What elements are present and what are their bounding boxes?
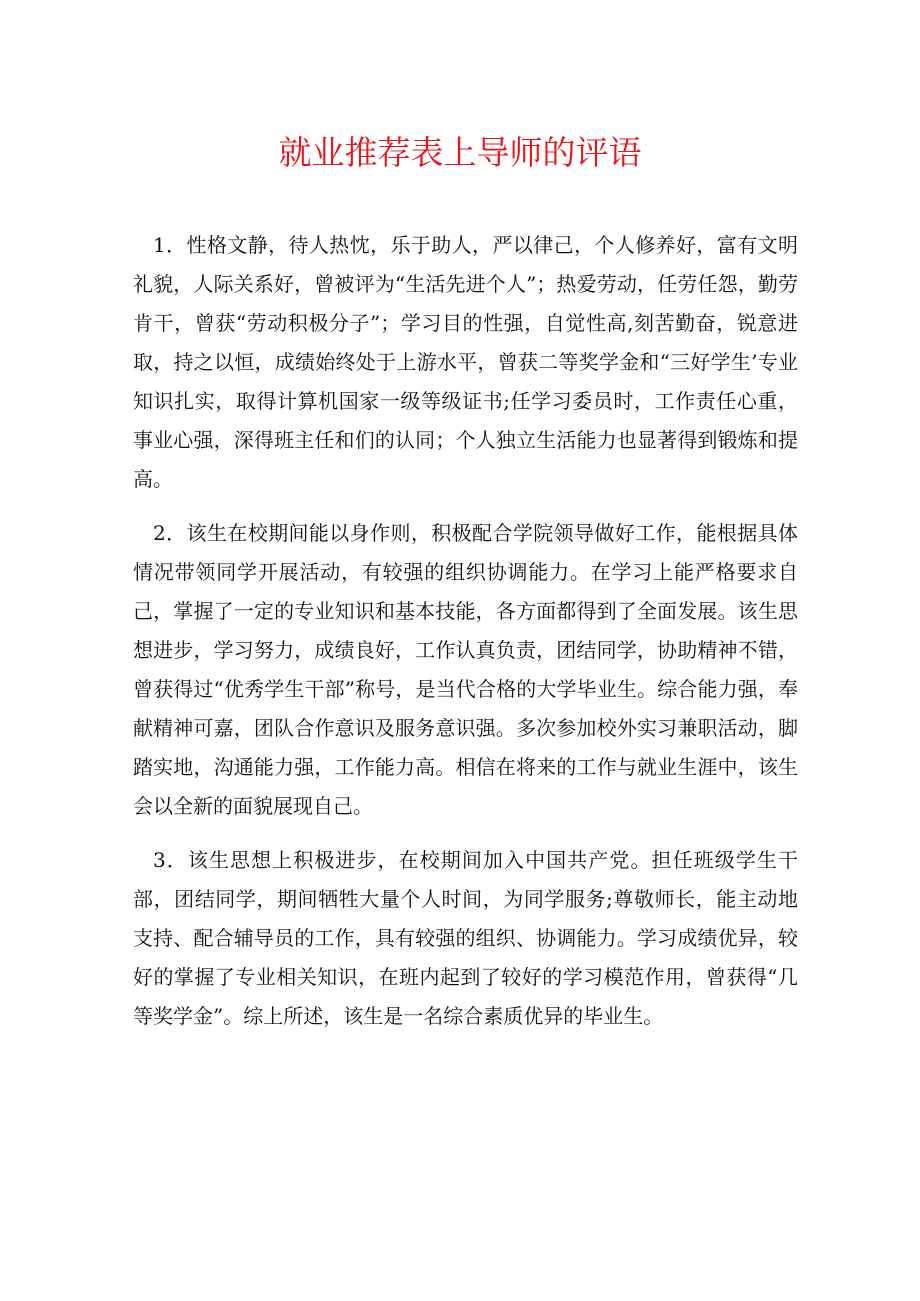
paragraph-1: 1．性格文静，待人热忱，乐于助人，严以律己，个人修养好，富有文明礼貌，人际关系好，曾被评为“生活先进个人”；热爱劳动，任劳任怨，勤劳肯干，曾获“劳动积极分子”；学习目的性强，自觉性高,刻苦勤奋，锐意进取，持之以恒，成绩始终处于上游水平，曾获二等奖学金和“三好学生’专业知识扎实，取得计算机国家一级等级证书;任学习委员时，工作责任心重，事业心强，深得班主任和们的认同；个人独立生活能力也显著得到锻炼和提高。 [133,233,798,491]
paragraph-3: 3．该生思想上积极进步，在校期间加入中国共产党。担任班级学生干部，团结同学，期间牺牲大量个人时间，为同学服务;尊敬师长，能主动地支持、配合辅导员的工作，具有较强的组织、协调能力。学习成绩优异，较好的掌握了专业相关知识，在班内起到了较好的学习模范作用，曾获得“几等奖学金”。综上所述，该生是一名综合素质优异的毕业生。 [133,848,798,1028]
paragraph-2: 2．该生在校期间能以身作则，积极配合学院领导做好工作，能根据具体情况带领同学开展活动，有较强的组织协调能力。在学习上能严格要求自己，掌握了一定的专业知识和基本技能，各方面都得到了全面发展。该生思想进步，学习努力，成绩良好，工作认真负责，团结同学，协助精神不错，曾获得过“优秀学生干部”称号，是当代合格的大学毕业生。综合能力强，奉献精神可嘉，团队合作意识及服务意识强。多次参加校外实习兼职活动，脚踏实地，沟通能力强，工作能力高。相信在将来的工作与就业生涯中，该生会以全新的面貌展现自己。 [133,521,798,818]
document-title: 就业推荐表上导师的评语 [278,133,642,172]
document-body [133,226,798,1051]
